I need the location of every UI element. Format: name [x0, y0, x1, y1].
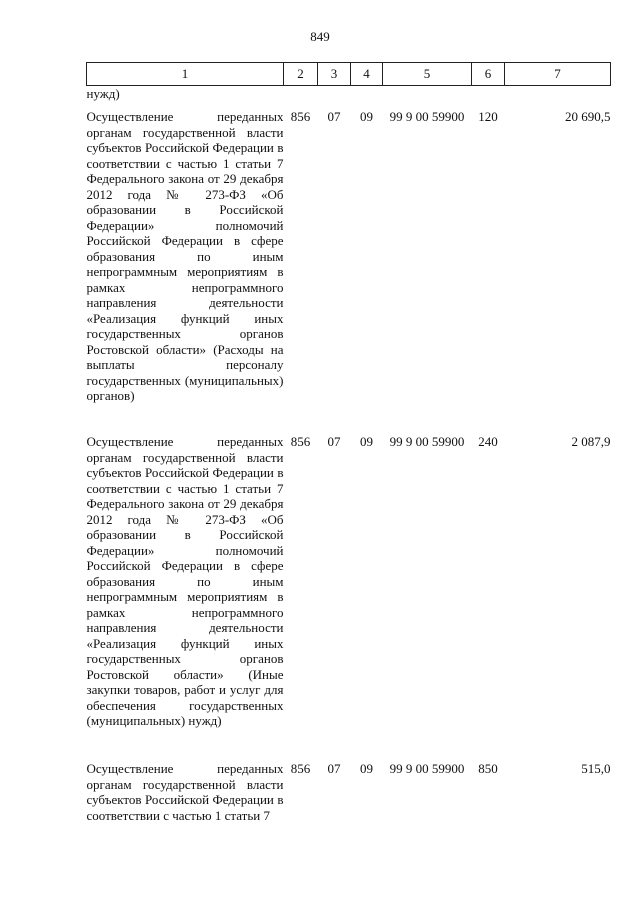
row-section-code: 07 — [327, 434, 341, 449]
row-target-article: 99 9 00 59900 — [389, 109, 465, 124]
row-ministry-code: 856 — [290, 109, 311, 124]
row-target-article: 99 9 00 59900 — [389, 434, 465, 449]
row-amount: 2 087,9 — [571, 434, 611, 449]
row-ministry-code: 856 — [290, 434, 311, 449]
table-row — [87, 428, 611, 755]
row-target-article: 99 9 00 59900 — [389, 761, 465, 776]
row-subsection-code: 09 — [360, 109, 373, 124]
row-subsection-code: 09 — [360, 761, 373, 776]
row-section-code: 07 — [327, 761, 341, 776]
continuation-text: нужд) — [86, 86, 120, 101]
budget-table — [86, 62, 611, 823]
table-row — [87, 103, 611, 428]
row-ministry-code: 856 — [290, 761, 311, 776]
row-expense-type: 850 — [478, 761, 498, 776]
continuation-row — [87, 86, 611, 104]
header-col-1: 1 — [87, 63, 284, 86]
row-description: Осуществление переданных органам государственной власти субъектов Российской Федерации в соответствии с частью 1 статьи 7 — [86, 761, 284, 823]
row-description: Осуществление переданных органам государственной власти субъектов Российской Федерации в соответствии с частью 1 статьи 7 Федерального закона от 29 декабря 2012 года № 273-ФЗ «Об образовании в Российской Федерации» полномочий Российской Федерации в сфере образования по иным непрограммным мероприятиям в рамках непрограммного направления деятельности «Реализация функций иных государственных органов Ростовской области» (Иные закупки товаров, работ и услуг для обеспечения государственных (муниципальных) нужд) — [86, 434, 284, 728]
row-amount: 20 690,5 — [565, 109, 611, 124]
header-col-5: 5 — [383, 63, 472, 86]
page-number: 849 — [310, 29, 330, 44]
header-col-3: 3 — [318, 63, 351, 86]
header-col-7: 7 — [505, 63, 611, 86]
row-section-code: 07 — [327, 109, 341, 124]
table-row — [87, 755, 611, 823]
header-col-2: 2 — [284, 63, 318, 86]
header-col-4: 4 — [351, 63, 383, 86]
row-description: Осуществление переданных органам государственной власти субъектов Российской Федерации в соответствии с частью 1 статьи 7 Федерального закона от 29 декабря 2012 года № 273-ФЗ «Об образовании в Российской Федерации» полномочий Российской Федерации в сфере образования по иным непрограммным мероприятиям в рамках непрограммного направления деятельности «Реализация функций иных государственных органов Ростовской области» (Расходы на выплаты персоналу государственных (муниципальных) органов) — [86, 109, 284, 403]
header-col-6: 6 — [472, 63, 505, 86]
row-expense-type: 240 — [478, 434, 498, 449]
row-subsection-code: 09 — [360, 434, 373, 449]
row-amount: 515,0 — [581, 761, 611, 776]
header-row — [87, 63, 611, 86]
row-expense-type: 120 — [478, 109, 498, 124]
